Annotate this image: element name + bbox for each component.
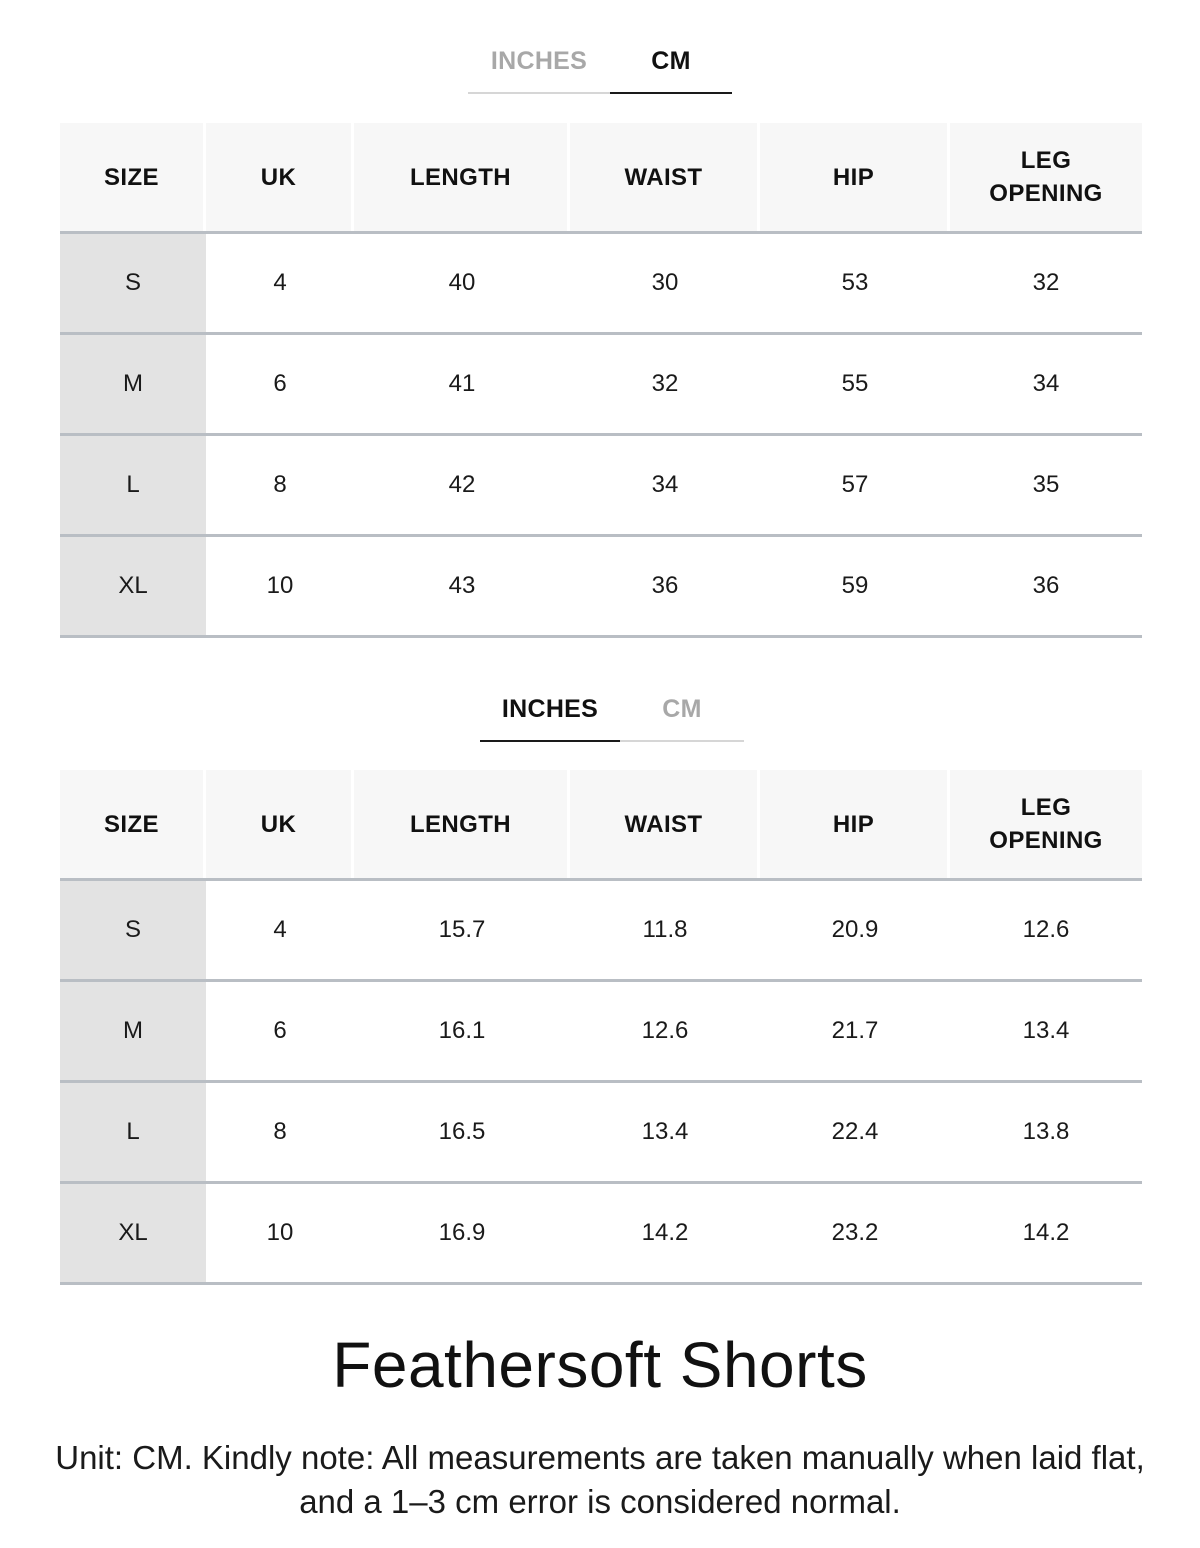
table-row: [60, 1184, 1142, 1285]
hip-cell: 55: [841, 370, 869, 397]
header-length: LENGTH: [354, 770, 570, 878]
length-cell: 16.9: [438, 1219, 486, 1246]
waist-cell: 13.4: [641, 1118, 689, 1145]
length-cell: 15.7: [438, 916, 486, 943]
tab-inches[interactable]: INCHES: [468, 44, 610, 94]
waist-cell: 34: [651, 471, 679, 498]
table-row: [60, 881, 1142, 982]
measurement-note: Unit: CM. Kindly note: All measurements are taken manually when laid flat, and a 1–3 cm error is considered normal.: [55, 1439, 1145, 1520]
header-hip: HIP: [760, 123, 950, 231]
hip-cell: 53: [841, 269, 869, 296]
uk-cell: 10: [266, 1219, 294, 1246]
product-title: Feathersoft Shorts: [332, 1329, 868, 1401]
size-cell: M: [60, 982, 206, 1080]
tab-cm[interactable]: CM: [620, 692, 744, 742]
uk-cell: 8: [273, 1118, 287, 1145]
header-waist: WAIST: [570, 123, 760, 231]
size-cell: L: [60, 1083, 206, 1181]
size-cell: S: [60, 881, 206, 979]
waist-cell: 14.2: [641, 1219, 689, 1246]
waist-cell: 12.6: [641, 1017, 689, 1044]
leg-opening-cell: 12.6: [1022, 916, 1070, 943]
hip-cell: 20.9: [831, 916, 879, 943]
unit-tabs-1: [468, 44, 732, 94]
size-table-inches: [60, 770, 1142, 1285]
size-table-cm: [60, 123, 1142, 638]
unit-tabs-2: [480, 692, 744, 742]
header-size: SIZE: [60, 770, 206, 878]
table-row: [60, 1083, 1142, 1184]
uk-cell: 10: [266, 572, 294, 599]
table-row: [60, 982, 1142, 1083]
hip-cell: 21.7: [831, 1017, 879, 1044]
leg-opening-cell: 32: [1032, 269, 1060, 296]
uk-cell: 8: [273, 471, 287, 498]
tab-inches[interactable]: INCHES: [480, 692, 620, 742]
length-cell: 40: [448, 269, 476, 296]
header-uk: UK: [206, 123, 354, 231]
table-row: [60, 436, 1142, 537]
length-cell: 43: [448, 572, 476, 599]
header-leg-opening: LEG OPENING: [950, 770, 1142, 878]
hip-cell: 22.4: [831, 1118, 879, 1145]
leg-opening-cell: 34: [1032, 370, 1060, 397]
uk-cell: 4: [273, 916, 287, 943]
length-cell: 16.5: [438, 1118, 486, 1145]
uk-cell: 6: [273, 1017, 287, 1044]
length-cell: 16.1: [438, 1017, 486, 1044]
header-length: LENGTH: [354, 123, 570, 231]
header-size: SIZE: [60, 123, 206, 231]
hip-cell: 59: [841, 572, 869, 599]
size-cell: L: [60, 436, 206, 534]
size-cell: S: [60, 234, 206, 332]
hip-cell: 23.2: [831, 1219, 879, 1246]
table-row: [60, 234, 1142, 335]
table-row: [60, 537, 1142, 638]
size-cell: XL: [60, 1184, 206, 1282]
length-cell: 42: [448, 471, 476, 498]
header-leg-opening: LEG OPENING: [950, 123, 1142, 231]
header-uk: UK: [206, 770, 354, 878]
table-row: [60, 335, 1142, 436]
uk-cell: 4: [273, 269, 287, 296]
leg-opening-cell: 35: [1032, 471, 1060, 498]
table-header-row: [60, 123, 1142, 234]
leg-opening-cell: 13.8: [1022, 1118, 1070, 1145]
waist-cell: 36: [651, 572, 679, 599]
leg-opening-cell: 14.2: [1022, 1219, 1070, 1246]
size-cell: M: [60, 335, 206, 433]
size-cell: XL: [60, 537, 206, 635]
table-header-row: [60, 770, 1142, 881]
waist-cell: 11.8: [642, 916, 688, 943]
tab-cm[interactable]: CM: [610, 44, 732, 94]
leg-opening-cell: 13.4: [1022, 1017, 1070, 1044]
header-hip: HIP: [760, 770, 950, 878]
waist-cell: 30: [651, 269, 679, 296]
header-waist: WAIST: [570, 770, 760, 878]
leg-opening-cell: 36: [1032, 572, 1060, 599]
waist-cell: 32: [651, 370, 679, 397]
length-cell: 41: [448, 370, 476, 397]
hip-cell: 57: [841, 471, 869, 498]
uk-cell: 6: [273, 370, 287, 397]
